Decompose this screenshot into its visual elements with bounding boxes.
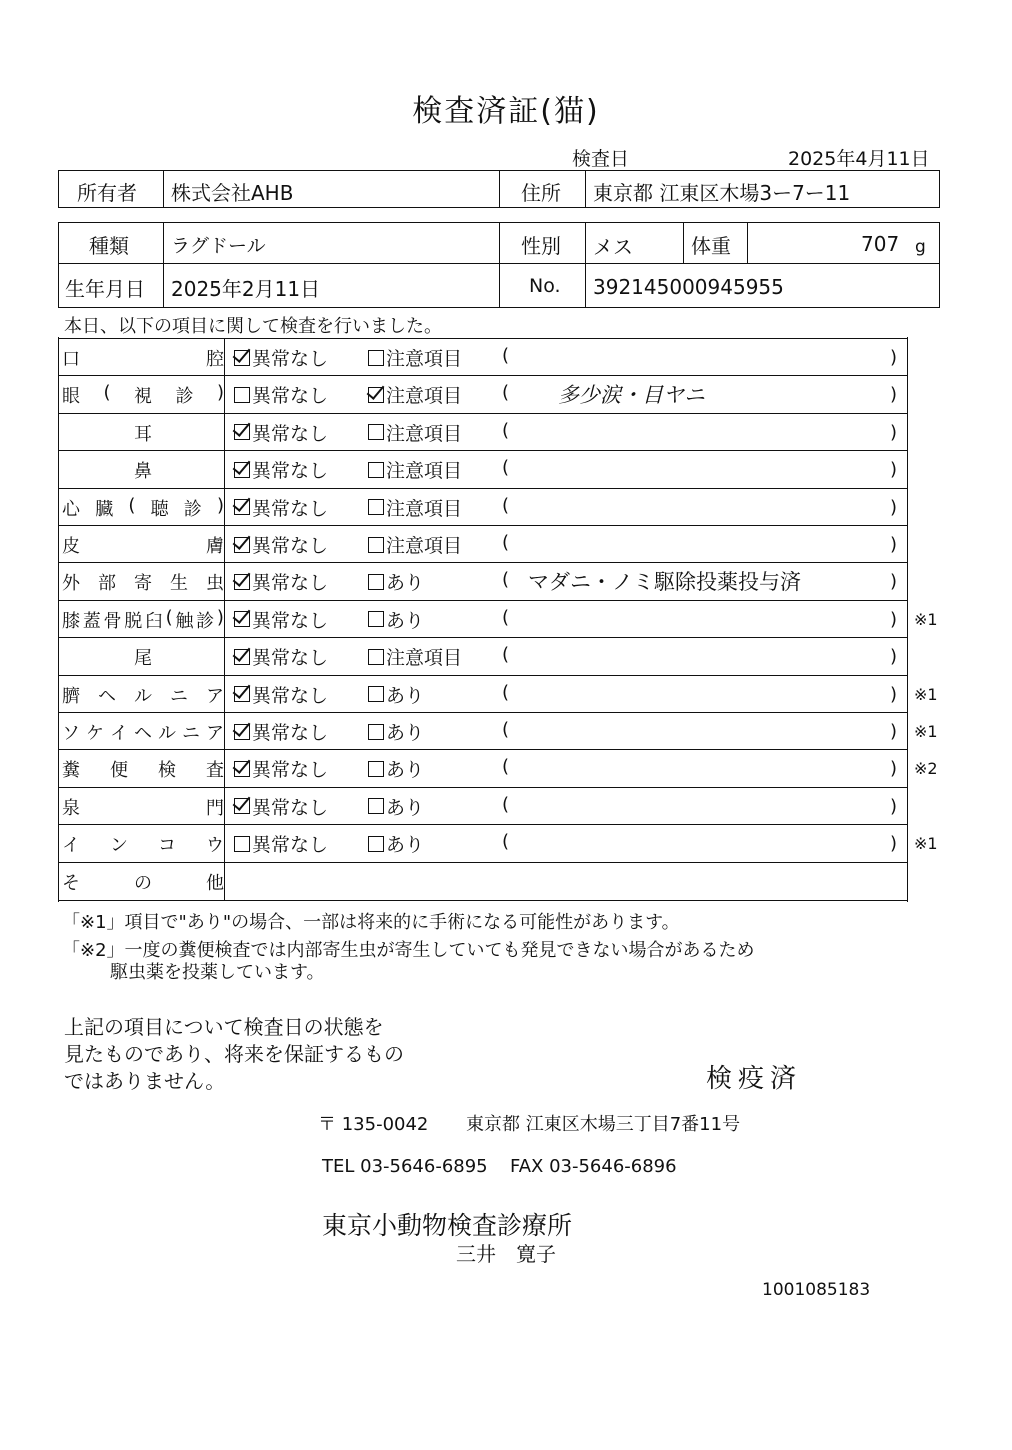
footnote-mark: ※1 [914,834,938,854]
paren-close: ) [890,758,898,780]
checkbox-label: あり [386,796,425,819]
document-title: 検査済証(猫) [412,94,600,129]
checklist-item-label: 鼻 [134,461,152,483]
paren-open: ( [502,532,510,553]
checkbox-icon[interactable] [234,387,250,403]
checklist-item-label: ソ ケ イ ヘ ル ニ ア [62,723,224,744]
no-abnormality-checkbox[interactable] [234,755,328,782]
checklist-row [58,450,908,487]
birth-value: 2025年2月11日 [171,277,321,301]
paren-open: ( [502,831,510,853]
paren-close: ) [890,795,898,817]
footnote-mark: ※1 [914,722,938,741]
no-abnormality-checkbox[interactable] [234,830,328,857]
checkbox-icon[interactable] [368,649,384,665]
no-abnormality-checkbox[interactable] [234,606,328,633]
address-label: 住所 [521,181,561,205]
checkbox-label: 異常なし [252,422,329,445]
checkbox-icon[interactable] [234,574,250,590]
checklist-item-label: 耳 [134,423,152,445]
checkbox-icon[interactable] [234,499,250,515]
checklist-row [58,375,908,412]
checklist-right-border [907,337,908,902]
breed-value: ラグドール [171,235,266,257]
checkbox-label: 異常なし [252,535,329,557]
no-abnormality-checkbox[interactable] [234,531,328,558]
checkbox-label: 異常なし [252,796,329,819]
checkbox-icon[interactable] [234,724,250,740]
paren-open: ( [502,569,510,591]
weight-value: 707 [861,232,900,256]
weight-label: 体重 [691,234,731,258]
checklist-row [58,787,908,824]
attention-checkbox[interactable] [368,568,424,595]
checkbox-icon[interactable] [234,611,250,627]
paren-close: ) [890,608,898,630]
checklist-row [58,488,908,525]
checkbox-label: あり [386,572,425,595]
checkbox-label: 注意項目 [386,535,463,557]
attention-checkbox[interactable] [368,606,424,633]
checklist-bottom-border [58,900,908,901]
checkbox-label: 異常なし [252,684,329,707]
checkbox-icon[interactable] [368,761,384,777]
checkbox-icon[interactable] [368,724,384,740]
paren-close: ) [890,384,898,406]
checkbox-icon[interactable] [234,836,250,852]
owner-label: 所有者 [77,181,137,205]
paren-close: ) [890,459,898,481]
disclaimer-line-3: ではありません。 [64,1069,226,1093]
inspection-date-label: 検査日 [572,148,630,170]
checklist-item-label: 眼 ( 視 診 ) [62,382,224,408]
paren-open: ( [502,419,510,441]
checkbox-icon[interactable] [234,350,250,366]
checklist-item-label: 皮 膚 [62,536,224,557]
paren-open: ( [502,494,510,516]
checklist-note: マダニ・ノミ駆除投薬投与済 [528,570,801,595]
breed-label: 種類 [89,234,129,258]
disclaimer [64,1014,404,1095]
checklist-row [58,562,908,599]
birth-label: 生年月日 [65,277,145,301]
footnote-2a: 「※2」一度の糞便検査では内部寄生虫が寄生していても発見できない場合があるため [62,940,755,961]
no-abnormality-checkbox[interactable] [234,643,328,670]
checklist-row [58,600,908,637]
checkbox-label: あり [386,722,425,744]
quarantine-stamp: 検疫済 [706,1064,803,1094]
checkbox-label: 注意項目 [386,422,463,445]
checkbox-icon[interactable] [368,611,384,627]
no-abnormality-checkbox[interactable] [234,344,328,371]
paren-open: ( [502,719,510,740]
checklist-item-label: イ ン コ ウ [62,835,224,857]
paren-close: ) [890,571,898,593]
owner-value: 株式会社AHB [171,181,294,205]
checkbox-label: 注意項目 [386,497,463,520]
attention-checkbox[interactable] [368,718,424,745]
checklist-row [58,525,908,562]
checkbox-icon[interactable] [234,537,250,553]
clinic-postal: 〒 135-0042 [318,1114,429,1135]
checklist-item-label: 糞 便 検 査 [62,760,224,782]
checkbox-label: 異常なし [252,759,329,782]
checkbox-label: 注意項目 [386,647,463,670]
checkbox-icon[interactable] [368,424,384,440]
sex-label: 性別 [521,234,561,258]
owner-info-box [58,170,940,208]
checkbox-icon[interactable] [368,499,384,515]
paren-close: ) [890,683,898,705]
no-abnormality-checkbox[interactable] [234,494,328,521]
paren-open: ( [502,457,510,479]
checklist-item-label: 口 腔 [62,349,224,370]
paren-close: ) [890,646,898,668]
number-label: No. [529,275,561,297]
paren-open: ( [502,606,510,628]
paren-close: ) [890,496,898,518]
checkbox-icon[interactable] [368,387,384,403]
no-abnormality-checkbox[interactable] [234,681,328,708]
attention-checkbox[interactable] [368,419,462,446]
footnote-mark: ※2 [914,759,938,779]
checkbox-icon[interactable] [368,462,384,478]
disclaimer-line-1: 上記の項目について検査日の状態を [64,1015,384,1039]
paren-close: ) [890,721,898,742]
footnote-mark: ※1 [914,609,938,629]
clinic-person: 三井 寛子 [456,1242,556,1266]
clinic-address: 東京都 江東区木場三丁目7番11号 [466,1114,741,1135]
paren-open: ( [502,644,510,666]
checkbox-icon[interactable] [368,836,384,852]
checkbox-label: 異常なし [252,834,329,857]
no-abnormality-checkbox[interactable] [234,718,328,745]
inspection-date: 2025年4月11日 [788,148,930,170]
checkbox-label: 異常なし [252,647,329,670]
checkbox-icon[interactable] [368,537,384,553]
animal-info-box [58,222,940,308]
checkbox-icon[interactable] [368,798,384,814]
footnote-mark: ※1 [914,684,938,704]
paren-close: ) [890,833,898,855]
attention-checkbox[interactable] [368,643,462,670]
checkbox-label: 異常なし [252,385,329,408]
address-value: 東京都 江東区木場3ー7ー11 [593,181,851,205]
checklist-left-border [58,337,59,902]
attention-checkbox[interactable] [368,344,462,371]
checklist-row [58,824,908,861]
checklist-item-label: 泉 門 [62,797,224,819]
checklist-row-other [58,862,908,899]
footnote-1: 「※1」項目で"あり"の場合、一部は将来的に手術になる可能性があります。 [62,912,680,933]
clinic-tel: TEL 03-5646-6895 [322,1156,488,1177]
checklist-row [58,712,908,749]
paren-close: ) [890,347,898,368]
checklist-item-label: 心 臓 ( 聴 診 ) [62,494,224,520]
paren-close: ) [890,534,898,555]
weight-unit: g [915,237,926,257]
paren-open: ( [502,345,510,366]
checklist-item-label: 尾 [134,648,152,670]
no-abnormality-checkbox[interactable] [234,419,328,446]
attention-checkbox[interactable] [368,755,424,782]
checklist-note: 多少涙・目ヤニ [558,383,705,408]
checkbox-label: あり [386,684,425,707]
checkbox-label: 異常なし [252,609,329,632]
checkbox-label: 異常なし [252,348,329,370]
no-abnormality-checkbox[interactable] [234,793,328,820]
document-id: 1001085183 [762,1280,871,1300]
checkbox-icon[interactable] [234,649,250,665]
checkbox-icon[interactable] [234,462,250,478]
attention-checkbox[interactable] [368,531,462,558]
attention-checkbox[interactable] [368,830,424,857]
checkbox-label: あり [386,759,425,782]
paren-open: ( [502,756,510,778]
checkbox-label: あり [386,609,425,632]
checklist-item-label: 膝 蓋 骨 脱 臼 ( 触 診 ) [62,606,224,632]
clinic-fax: FAX 03-5646-6896 [510,1156,677,1177]
checklist-item-label: 臍 ヘ ル ニ ア [62,685,224,707]
footnote-2b: 駆虫薬を投薬しています。 [110,962,325,983]
attention-checkbox[interactable] [368,456,462,483]
paren-close: ) [890,421,898,443]
checkbox-icon[interactable] [234,686,250,702]
checklist-row [58,413,908,450]
number-value: 392145000945955 [593,275,784,299]
checkbox-icon[interactable] [234,798,250,814]
checklist-row [58,637,908,674]
checkbox-label: 注意項目 [386,348,463,370]
sex-value: メス [593,235,633,259]
checkbox-label: 異常なし [252,497,329,520]
attention-checkbox[interactable] [368,793,424,820]
inspection-intro: 本日、以下の項目に関して検査を行いました。 [64,316,442,337]
checkbox-label: 異常なし [252,572,329,595]
disclaimer-line-2: 見たものであり、将来を保証するもの [64,1042,404,1066]
checkbox-icon[interactable] [368,350,384,366]
checkbox-label: 異常なし [252,460,329,483]
attention-checkbox[interactable] [368,681,424,708]
attention-checkbox[interactable] [368,494,462,521]
checklist-row [58,675,908,712]
checklist-item-label: そ の 他 [62,872,224,894]
no-abnormality-checkbox[interactable] [234,381,328,408]
checklist-row [58,749,908,786]
checklist-row [58,338,908,375]
checkbox-label: 異常なし [252,722,329,744]
checkbox-label: 注意項目 [386,460,463,483]
checklist-item-label: 外 部 寄 生 虫 [62,573,224,595]
checkbox-icon[interactable] [368,686,384,702]
no-abnormality-checkbox[interactable] [234,568,328,595]
paren-open: ( [502,793,510,815]
no-abnormality-checkbox[interactable] [234,456,328,483]
checkbox-icon[interactable] [234,761,250,777]
paren-open: ( [502,382,510,404]
attention-checkbox[interactable] [368,381,462,408]
checkbox-label: 注意項目 [386,385,463,408]
checkbox-icon[interactable] [368,574,384,590]
checkbox-icon[interactable] [234,424,250,440]
paren-open: ( [502,681,510,703]
clinic-name: 東京小動物検査診療所 [322,1211,573,1240]
checkbox-label: あり [386,834,425,857]
